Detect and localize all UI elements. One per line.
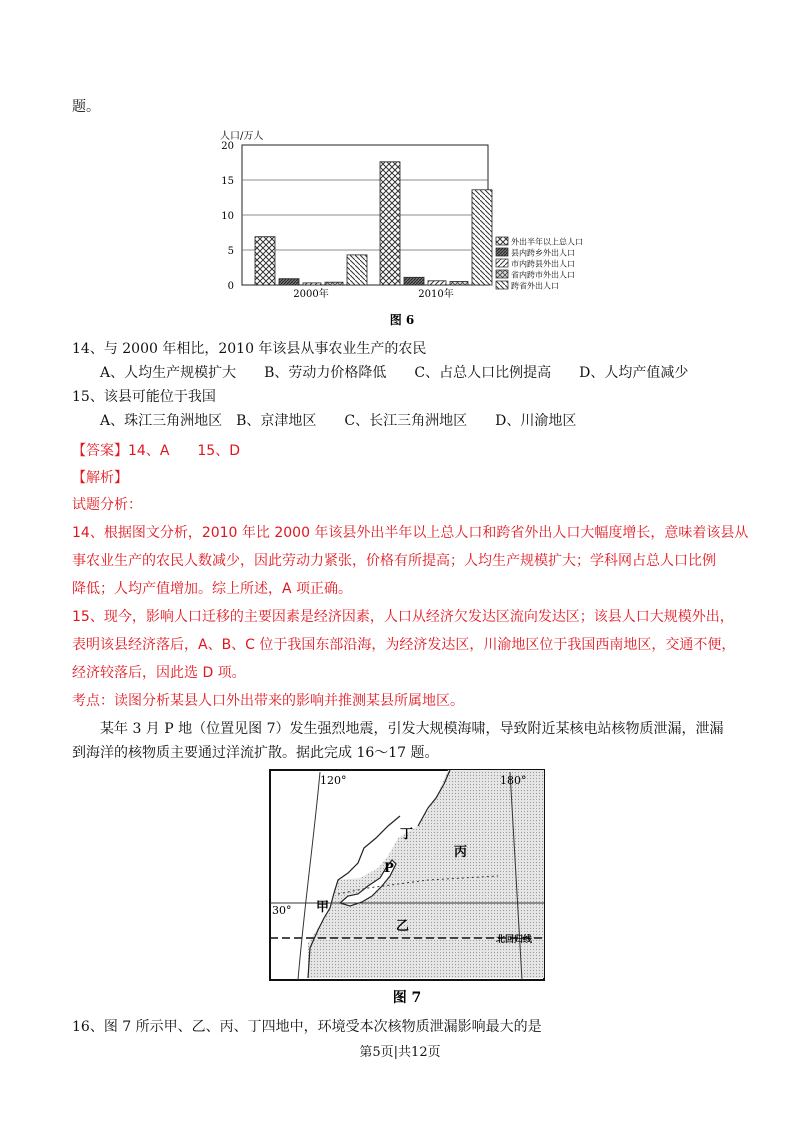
- q16-stem: 16、图 7 所示甲、乙、丙、丁四地中，环境受本次核物质泄漏影响最大的是: [72, 1019, 542, 1035]
- label-bing: 丙: [454, 845, 468, 860]
- figure-6-chart: [200, 125, 605, 330]
- legend-label: 跨省外出人口: [511, 281, 559, 291]
- x-tick-label: 2000年: [293, 289, 329, 300]
- figure-7-map: [268, 768, 546, 1008]
- bar-1-3: [450, 282, 468, 286]
- legend-label: 外出半年以上总人口: [511, 237, 583, 247]
- label-p: P: [384, 861, 394, 876]
- analysis-14-line2: 事农业生产的农民人数减少，因此劳动力紧张，价格有所提高；人均生产规模扩大；学科网占总人口比例: [72, 553, 716, 569]
- analysis-point: 考点：读图分析某县人口外出带来的影响并推测某县所属地区。: [72, 693, 464, 709]
- y-axis-label: 人口/万人: [220, 131, 264, 142]
- legend-swatch: [496, 248, 508, 256]
- label-lon-120: 120°: [320, 774, 347, 787]
- y-tick-label: 15: [221, 176, 234, 187]
- analysis-15-line1: 15、现今，影响人口迁移的主要因素是经济因素，人口从经济欠发达区流向发达区；该县人口大规模外出，: [72, 609, 734, 625]
- bar-1-0: [380, 162, 400, 285]
- analysis-header: 【解析】: [72, 470, 128, 486]
- bar-0-2: [303, 283, 321, 285]
- analysis-15-line2: 表明该县经济落后，A、B、C 位于我国东部沿海，为经济发达区，川渝地区位于我国西南地区，交通不便，: [72, 637, 736, 653]
- analysis-15-line3: 经济较落后，因此选 D 项。: [72, 665, 246, 681]
- bar-1-4: [472, 190, 492, 285]
- y-tick-label: 0: [227, 281, 234, 292]
- intro-16-line1: 某年 3 月 P 地（位置见图 7）发生强烈地震，引发大规模海啸，导致附近某核电站核物质泄漏，泄漏: [100, 721, 724, 737]
- top-text: 题。: [72, 99, 100, 115]
- label-ding: 丁: [400, 827, 414, 842]
- legend-swatch: [496, 237, 508, 245]
- label-yi: 乙: [396, 919, 410, 934]
- figure-7-caption: 图 7: [392, 990, 422, 1006]
- y-tick-label: 20: [221, 141, 234, 152]
- label-tropic: 北回归线: [496, 935, 533, 945]
- intro-16-line2: 到海洋的核物质主要通过洋流扩散。据此完成 16～17 题。: [72, 745, 439, 761]
- x-tick-label: 2010年: [418, 289, 454, 300]
- q15-options: A、珠江三角洲地区 B、京津地区 C、长江三角洲地区 D、川渝地区: [100, 413, 577, 429]
- bar-0-1: [279, 279, 299, 285]
- legend-swatch: [496, 270, 508, 278]
- bar-0-0: [255, 237, 275, 285]
- bar-0-3: [325, 282, 343, 285]
- legend-swatch: [496, 281, 508, 289]
- page-footer: 第5页|共12页: [359, 1045, 441, 1060]
- bar-1-2: [428, 281, 446, 285]
- analysis-14-line3: 降低；人均产值增加。综上所述，A 项正确。: [72, 581, 353, 597]
- legend-label: 省内跨市外出人口: [511, 270, 575, 280]
- figure-6-caption: 图 6: [389, 313, 415, 327]
- analysis-14-line1: 14、根据图文分析，2010 年比 2000 年该县外出半年以上总人口和跨省外出人口大幅度增长，意味着该县从: [72, 525, 749, 541]
- q14-options: A、人均生产规模扩大 B、劳动力价格降低 C、占总人口比例提高 D、人均产值减少: [100, 365, 689, 381]
- q14-stem: 14、与 2000 年相比，2010 年该县从事农业生产的农民: [72, 341, 427, 357]
- q15-stem: 15、该县可能位于我国: [72, 389, 216, 405]
- y-tick-label: 10: [221, 211, 234, 222]
- legend-label: 市内跨县外出人口: [511, 259, 575, 269]
- label-lat-30: 30°: [272, 904, 292, 917]
- answer-line: 【答案】14、A 15、D: [72, 443, 240, 459]
- y-tick-label: 5: [227, 246, 234, 257]
- legend-label: 县内跨乡外出人口: [511, 248, 575, 258]
- legend-swatch: [496, 259, 508, 267]
- analysis-intro: 试题分析：: [72, 497, 142, 513]
- bar-1-1: [404, 277, 424, 285]
- label-jia: 甲: [316, 900, 330, 915]
- label-lon-180: 180°: [500, 774, 527, 787]
- bar-0-4: [347, 255, 367, 285]
